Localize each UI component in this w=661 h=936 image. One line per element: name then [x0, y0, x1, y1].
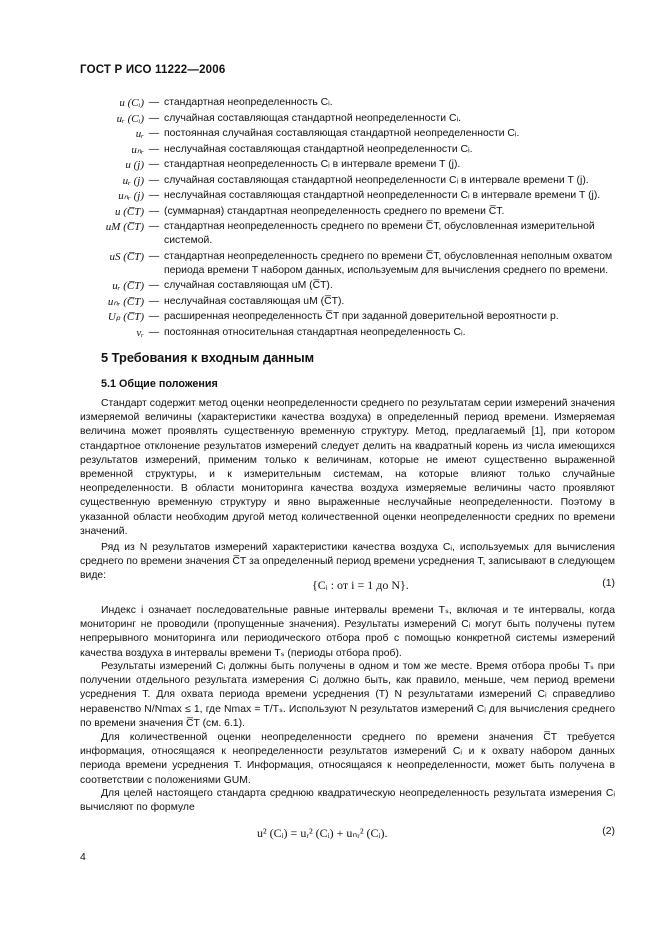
paragraph-general: [80, 397, 615, 539]
definition-dash: —: [148, 143, 160, 155]
definition-symbol: Uₚ (C̅T): [107, 311, 144, 323]
definition-symbol: uM (C̅T): [105, 221, 144, 233]
definition-row: [60, 174, 620, 188]
definition-dash: —: [148, 128, 160, 139]
definition-symbol: u (j): [125, 159, 144, 171]
definition-dash: —: [148, 326, 160, 338]
definition-text: стандартная неопределенность среднего по времени C̅T, обусловленная измерительной системой.: [164, 221, 595, 246]
paragraph-text: Для целей настоящего стандарта среднюю квадратическую неопределенность результата измерения Cᵢ вычисляют по формуле: [80, 788, 615, 814]
standard-header: ГОСТ Р ИСО 11222—2006: [80, 64, 226, 76]
definition-text: случайная составляющая стандартной неопределенности Cᵢ в интервале времени T (j).: [164, 174, 589, 186]
definition-row: [60, 250, 620, 278]
formula-number: (1): [602, 578, 615, 589]
section-title: 5 Требования к входным данным: [101, 350, 315, 365]
definition-symbol: u (C̅T): [114, 205, 144, 218]
definition-text: неслучайная составляющая стандартной неопределенности Cᵢ в интервале времени T (j).: [164, 190, 601, 201]
definition-text: стандартная неопределенность среднего по времени C̅T, обусловленная неполным охватом периода времени T набором данных, используемым для вычисления среднего по времени.: [164, 250, 613, 276]
definition-dash: —: [148, 112, 160, 124]
definition-text: расширенная неопределенность C̅T при заданной доверительной вероятности p.: [164, 311, 559, 322]
definition-text: стандартная неопределенность Cᵢ в интервале времени T (j).: [164, 159, 461, 170]
symbol-definitions-list: [60, 96, 620, 341]
definition-row: [60, 143, 620, 157]
definition-dash: —: [148, 205, 160, 217]
definition-text: случайная составляющая стандартной неопределенности Cᵢ.: [164, 112, 462, 124]
page-number: 4: [80, 852, 86, 863]
formula-expression: {Cᵢ : от i = 1 до N}.: [312, 578, 409, 592]
definition-row: [60, 96, 620, 110]
definition-symbol: uS (C̅T): [109, 250, 144, 263]
definition-row: [60, 189, 620, 203]
definition-symbol: uᵣ: [135, 128, 144, 140]
definition-symbol: uᵣ (C̅T): [112, 280, 144, 292]
paragraph-text: Ряд из N результатов измерений характеристики качества воздуха Cᵢ, используемых для вычисления среднего по времени значения C̅T за определенный период времени усреднения T, записывают в следующем виде:: [80, 542, 615, 582]
definition-dash: —: [148, 190, 160, 201]
paragraph-formula-intro: [80, 787, 615, 815]
definition-dash: —: [148, 174, 160, 186]
formula-number: (2): [602, 826, 615, 837]
definition-row: [60, 295, 620, 309]
formula-1: [80, 578, 615, 594]
definition-text: постоянная относительная стандартная неопределенность Cᵢ.: [164, 326, 466, 338]
paragraph-text: Результаты измерений Cᵢ должны быть получены в одном и том же месте. Время отбора пробы Tₛ при получении отдельного результата измерения Cᵢ должно быть, как правило, меньше, чем период времени усреднения T. Для охвата периода времени усреднения (T) N результатами измерений Cᵢ справедливо неравенство N/Nmax ≤ 1, где Nmax = T/Tₛ. Используют N результатов измерений Cᵢ для вычисления среднего по времени значения C̅T (см. 6.1).: [80, 661, 615, 729]
formula-expression: u² (Cᵢ) = uᵣ² (Cᵢ) + uₙᵣ² (Cᵢ).: [257, 826, 388, 840]
definition-row: [60, 127, 620, 141]
definition-row: [60, 112, 620, 126]
definition-dash: —: [148, 280, 160, 291]
paragraph-text: Индекс i означает последовательные равные интервалы времени Tₛ, включая и те интервалы, когда мониторинг не проводили (пропущенные значения). Результаты измерений Cᵢ могут быть получены путем непрерывного мониторинга или периодического отбора проб с помощью конкретной системы измерений качества воздуха в интервалы времени Tₛ (периоды отбора проб).: [80, 605, 615, 659]
formula-2: [80, 826, 615, 842]
definition-text: постоянная случайная составляющая стандартной неопределенности Cᵢ.: [164, 128, 520, 139]
definition-symbol: u (Cᵢ): [119, 97, 144, 109]
definition-row: [60, 158, 620, 172]
definition-row: [60, 279, 620, 293]
definition-row: [60, 205, 620, 219]
paragraph-index: [80, 604, 615, 661]
definition-dash: —: [148, 250, 160, 262]
definition-dash: —: [148, 295, 160, 307]
definition-text: случайная составляющая uM (C̅T).: [164, 280, 333, 291]
definition-symbol: vᵣ: [136, 326, 144, 339]
definition-row: [60, 220, 620, 248]
definition-dash: —: [148, 311, 160, 322]
paragraph-quantification: [80, 731, 615, 788]
definition-text: неслучайная составляющая uM (C̅T).: [164, 295, 345, 307]
definition-symbol: uₙᵣ: [131, 143, 144, 156]
definition-dash: —: [148, 221, 160, 232]
definition-text: (суммарная) стандартная неопределенность среднего по времени C̅T.: [164, 205, 505, 217]
definition-text: стандартная неопределенность Cᵢ.: [164, 97, 333, 108]
definition-dash: —: [148, 159, 160, 170]
paragraph-location: [80, 660, 615, 731]
paragraph-text: Для количественной оценки неопределенности среднего по времени значения C̅T требуется информация, относящаяся к неопределенности результатов измерений Cᵢ и к охвату набором данных периода времени усреднения T. Информация, относящаяся к неопределенности, может быть получена в соответствии с положениями GUM.: [80, 732, 615, 786]
definition-symbol: uₙᵣ (j): [118, 190, 144, 202]
definition-text: неслучайная составляющая стандартной неопределенности Cᵢ.: [164, 143, 473, 155]
definition-row: [60, 326, 620, 340]
definition-symbol: uₙᵣ (C̅T): [107, 295, 144, 308]
definition-symbol: uᵣ (Cᵢ): [116, 112, 144, 125]
paragraph-text: Стандарт содержит метод оценки неопределенности среднего по результатам серии измерений значения измеряемой величины (характеристики качества воздуха) в определенный период времени. Измеряемая величина может проявлять существенную временную структуру. Метод, предлагаемый [1], при котором стандартное отклонение результатов измерений следует делить на квадратный корень из числа имеющихся результатов измерений, применим только к величинам, которые не имеют существенно выраженной временной структуры, и к измерительным системам, на которые влияют только случайные неопределенности. В области мониторинга качества воздуха измеряемые величины часто проявляют существенную временную структуру и явно выраженные неслучайные неопределенности. Поэтому в указанной области необходим другой метод количественной оценки неопределенности средних по времени значений.: [80, 398, 615, 537]
definition-dash: —: [148, 97, 160, 108]
definition-row: [60, 310, 620, 324]
definition-symbol: uᵣ (j): [122, 174, 144, 187]
subsection-title: 5.1 Общие положения: [101, 378, 218, 390]
